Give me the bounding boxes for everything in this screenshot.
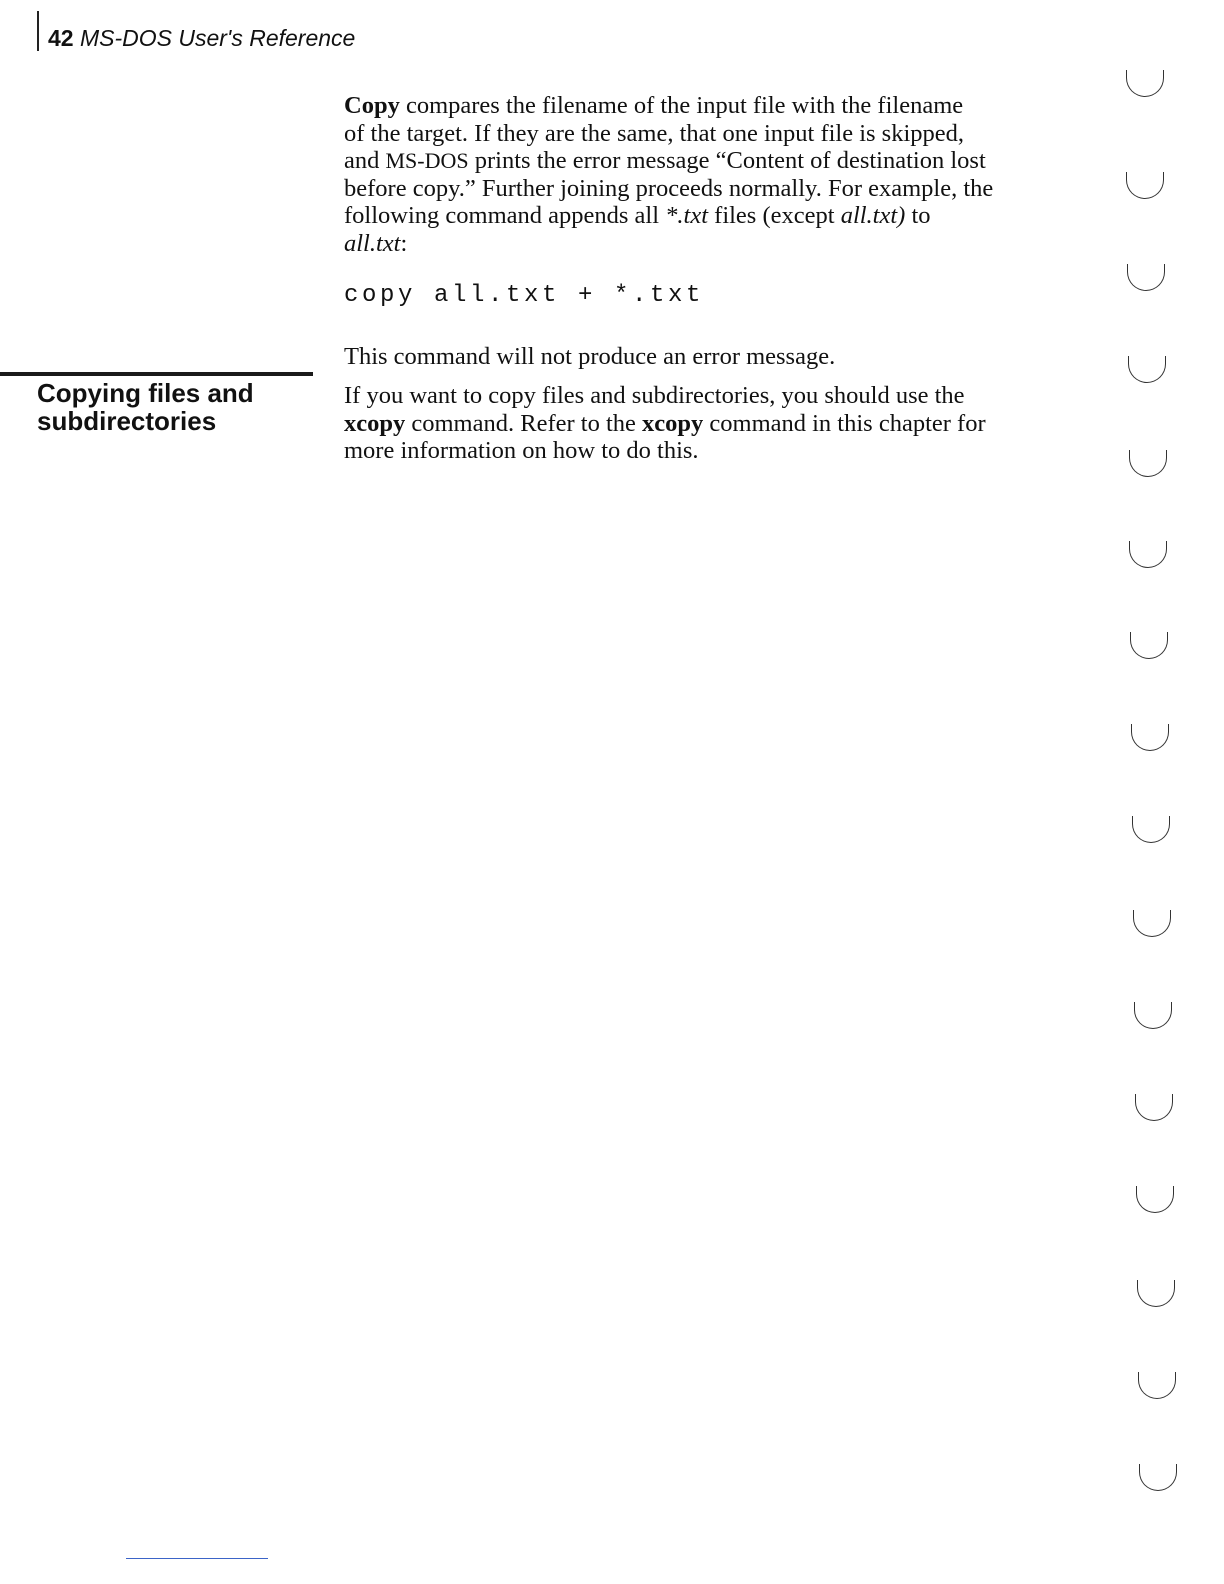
term-xcopy-2: xcopy: [642, 409, 704, 437]
binder-hole: [1129, 541, 1167, 568]
text-span: following command appends all: [344, 202, 666, 229]
binder-hole: [1135, 1094, 1173, 1121]
binder-hole: [1139, 1464, 1177, 1491]
text-span: command. Refer to the: [405, 409, 643, 437]
binder-hole: [1134, 1002, 1172, 1029]
filename-all-txt: all.txt): [840, 202, 906, 229]
bottom-rule: [126, 1558, 268, 1559]
binder-hole: [1126, 172, 1164, 199]
heading-line: Copying files and: [37, 378, 254, 408]
binder-hole: [1136, 1186, 1174, 1213]
binder-hole: [1138, 1372, 1176, 1399]
text-line: more information on how to do this.: [344, 437, 699, 464]
paragraph-xcopy: [344, 382, 1104, 465]
text-line: If you want to copy files and subdirectories, you should use the: [344, 382, 965, 409]
binder-hole: [1128, 356, 1166, 383]
binder-hole: [1137, 1280, 1175, 1307]
term-copy: Copy: [344, 92, 400, 119]
term-xcopy: xcopy: [344, 409, 406, 437]
binder-hole: [1129, 450, 1167, 477]
binder-hole: [1132, 816, 1170, 843]
filename-all-txt-2: all.txt: [344, 229, 401, 257]
paragraph-no-error: This command will not produce an error message.: [344, 343, 836, 370]
text-span: command in this chapter for: [703, 409, 986, 437]
text-line: before copy.” Further joining proceeds normally. For example, the: [344, 174, 994, 202]
text-span: files (except: [708, 202, 841, 229]
binder-hole: [1127, 264, 1165, 291]
code-example: copy all.txt + *.txt: [344, 282, 705, 309]
binder-hole: [1131, 724, 1169, 751]
section-rule: [0, 372, 313, 376]
text-span: :: [400, 229, 408, 257]
text-span: and: [344, 147, 386, 174]
paragraph-copy-compares: [344, 92, 1104, 257]
running-header: [48, 25, 355, 52]
book-title: MS-DOS User's Reference: [79, 25, 356, 51]
header-rule: [37, 11, 39, 51]
binder-hole: [1133, 910, 1171, 937]
section-heading: [37, 379, 307, 435]
text-line: of the target. If they are the same, that one input file is skipped,: [344, 119, 965, 147]
page-number: 42: [48, 25, 74, 51]
ms-dos-smallcaps: MS-DOS: [385, 148, 469, 173]
binder-hole: [1126, 70, 1164, 97]
wildcard-txt: *.txt: [665, 202, 709, 229]
text-span: to: [905, 202, 931, 229]
binder-hole: [1130, 632, 1168, 659]
text-span: prints the error message “Content of destination lost: [468, 147, 986, 174]
text-span: compares the filename of the input file with the filename: [399, 92, 964, 119]
heading-line: subdirectories: [37, 406, 217, 436]
